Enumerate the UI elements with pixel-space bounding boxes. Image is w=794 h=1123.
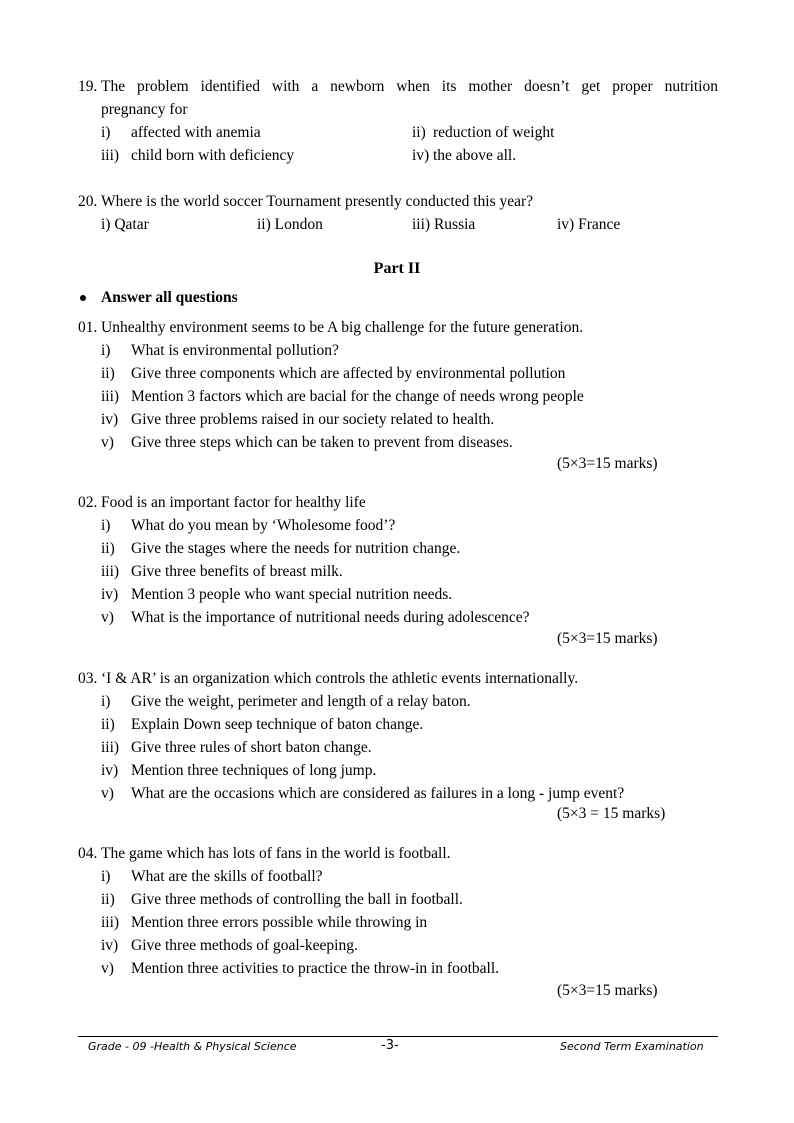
- sub-question: [78, 957, 718, 980]
- question-stem: [78, 842, 718, 865]
- option-text: child born with deficiency: [131, 147, 295, 164]
- option-c: iii) Russia: [412, 216, 476, 233]
- sub-num: i): [101, 693, 111, 710]
- sub-text: Give the weight, perimeter and length of a relay baton.: [131, 693, 471, 710]
- question-04: [78, 842, 718, 980]
- sub-num: ii): [101, 365, 115, 382]
- sub-question: [78, 690, 718, 713]
- sub-text: Mention 3 people who want special nutrition needs.: [131, 586, 453, 603]
- sub-num: v): [101, 609, 114, 626]
- sub-question: [78, 713, 718, 736]
- sub-num: iv): [101, 586, 119, 603]
- sub-num: i): [101, 868, 111, 885]
- option-text: reduction of weight: [433, 124, 555, 141]
- question-stem: [78, 75, 718, 98]
- sub-question: [78, 408, 718, 431]
- options-row-2: [78, 144, 718, 167]
- sub-num: i): [101, 517, 111, 534]
- sub-question: [78, 934, 718, 957]
- question-stem: [78, 316, 718, 339]
- bullet-icon: [80, 295, 86, 301]
- sub-question: [78, 888, 718, 911]
- option-a: i) Qatar: [101, 216, 149, 233]
- question-text: Food is an important factor for healthy life: [101, 494, 366, 511]
- option-num: iii): [101, 147, 120, 164]
- sub-question: [78, 339, 718, 362]
- sub-text: Mention three errors possible while throwing in: [131, 914, 428, 931]
- sub-text: Mention three activities to practice the throw-in in football.: [131, 960, 500, 977]
- sub-text: Give three rules of short baton change.: [131, 739, 372, 756]
- question-number: 19.: [78, 78, 98, 95]
- option-text: affected with anemia: [131, 124, 261, 141]
- sub-question: [78, 362, 718, 385]
- sub-text: Give three components which are affected by environmental pollution: [131, 365, 566, 382]
- sub-text: Give three methods of controlling the ball in football.: [131, 891, 463, 908]
- question-19: [78, 75, 718, 167]
- sub-text: Give three methods of goal-keeping.: [131, 937, 358, 954]
- sub-question: [78, 385, 718, 408]
- sub-text: What are the skills of football?: [131, 868, 323, 885]
- sub-text: Give three problems raised in our society related to health.: [131, 411, 495, 428]
- sub-num: iii): [101, 388, 120, 405]
- sub-question: [78, 583, 718, 606]
- sub-question: [78, 560, 718, 583]
- options-row-1: [78, 121, 718, 144]
- option-text: the above all.: [433, 147, 517, 164]
- marks-label: (5×3=15 marks): [557, 455, 658, 472]
- question-01: [78, 316, 718, 454]
- sub-question: [78, 865, 718, 888]
- sub-text: Explain Down seep technique of baton change.: [131, 716, 424, 733]
- sub-question: [78, 911, 718, 934]
- sub-text: What is the importance of nutritional needs during adolescence?: [131, 609, 530, 626]
- question-stem: [78, 491, 718, 514]
- sub-num: iv): [101, 411, 119, 428]
- sub-text: What do you mean by ‘Wholesome food’?: [131, 517, 396, 534]
- section-title: Part II: [373, 260, 421, 277]
- options-row: [78, 213, 718, 236]
- question-text: Unhealthy environment seems to be A big challenge for the future generation.: [101, 319, 584, 336]
- question-stem: [78, 190, 718, 213]
- sub-num: iii): [101, 914, 120, 931]
- instruction: [80, 286, 238, 309]
- sub-num: iii): [101, 563, 120, 580]
- question-20: [78, 190, 718, 236]
- option-d: iv) France: [557, 216, 621, 233]
- sub-question: [78, 514, 718, 537]
- sub-text: Give three benefits of breast milk.: [131, 563, 343, 580]
- option-num: ii): [412, 124, 426, 141]
- sub-question: [78, 431, 718, 454]
- sub-text: What are the occasions which are considered as failures in a long - jump event?: [131, 785, 625, 802]
- sub-num: iii): [101, 739, 120, 756]
- sub-num: ii): [101, 540, 115, 557]
- sub-text: Give the stages where the needs for nutrition change.: [131, 540, 461, 557]
- sub-question: [78, 736, 718, 759]
- page-number: -3-: [381, 1038, 399, 1053]
- sub-num: iv): [101, 762, 119, 779]
- marks-label: (5×3 = 15 marks): [557, 805, 666, 822]
- sub-num: ii): [101, 716, 115, 733]
- sub-question: [78, 759, 718, 782]
- question-text: The game which has lots of fans in the world is football.: [101, 845, 451, 862]
- footer-right: Second Term Examination: [560, 1040, 704, 1053]
- sub-num: v): [101, 960, 114, 977]
- footer-divider: [78, 1036, 718, 1037]
- question-text-continued: pregnancy for: [101, 101, 188, 118]
- marks-label: (5×3=15 marks): [557, 982, 658, 999]
- question-number: 20.: [78, 193, 98, 210]
- option-num: iv): [412, 147, 430, 164]
- sub-text: Mention 3 factors which are bacial for the change of needs wrong people: [131, 388, 584, 405]
- sub-text: Give three steps which can be taken to prevent from diseases.: [131, 434, 513, 451]
- question-text: The problem identified with a newborn when its mother doesn’t get proper nutrition: [101, 78, 718, 95]
- option-num: i): [101, 124, 111, 141]
- sub-num: v): [101, 434, 114, 451]
- sub-num: ii): [101, 891, 115, 908]
- question-03: [78, 667, 718, 805]
- sub-num: iv): [101, 937, 119, 954]
- question-number: 01.: [78, 319, 98, 336]
- sub-num: v): [101, 785, 114, 802]
- question-text: ‘I & AR’ is an organization which controls the athletic events internationally.: [101, 670, 579, 687]
- sub-question: [78, 606, 718, 629]
- sub-num: i): [101, 342, 111, 359]
- question-number: 04.: [78, 845, 98, 862]
- question-02: [78, 491, 718, 629]
- footer-left: Grade - 09 -Health & Physical Science: [88, 1040, 297, 1053]
- sub-text: What is environmental pollution?: [131, 342, 339, 359]
- sub-text: Mention three techniques of long jump.: [131, 762, 377, 779]
- sub-question: [78, 537, 718, 560]
- question-text: Where is the world soccer Tournament presently conducted this year?: [101, 193, 534, 210]
- question-number: 03.: [78, 670, 98, 687]
- question-stem: [78, 667, 718, 690]
- instruction-text: Answer all questions: [101, 289, 238, 306]
- option-b: ii) London: [257, 216, 323, 233]
- marks-label: (5×3=15 marks): [557, 630, 658, 647]
- question-number: 02.: [78, 494, 98, 511]
